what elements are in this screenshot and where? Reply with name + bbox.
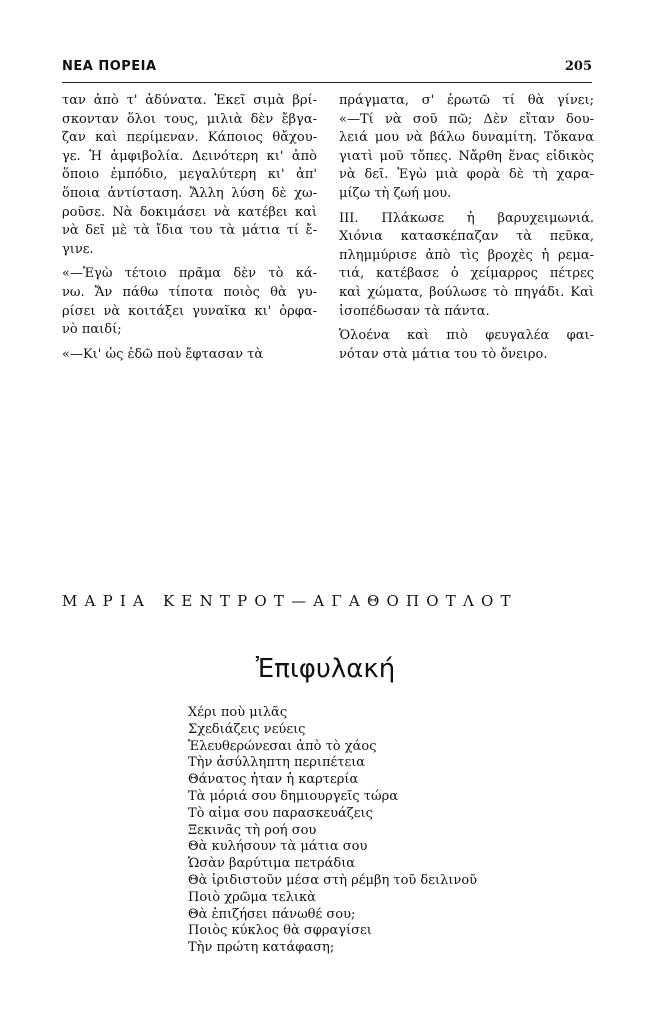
text-line: νω. Ἄν πάθω τίποτα ποιὸς θὰ γυ- [62, 284, 317, 300]
poem-author: ΜΑΡΙΑ ΚΕΝΤΡΟΤ—ΑΓΑΘΟΠΟΤΛΟΤ [62, 592, 518, 610]
poem-line: Ποιὸ χρῶμα τελικὰ [188, 889, 316, 905]
text-line: νόταν στὰ μάτια του τὸ ὄνειρο. [339, 346, 548, 362]
text-line: ρίσει νὰ κοιτάξει γυναῖκα κι' ὀρφα- [62, 303, 317, 319]
text-line: ὅποια ἀντίσταση. Ἄλλη λύση δὲ χω- [62, 185, 317, 201]
text-line: πράγματα, σ' ἐρωτῶ τί θὰ γίνει; [339, 93, 594, 108]
paragraph [339, 92, 594, 204]
poem-line: Σχεδιάζεις νεύεις [188, 721, 306, 737]
text-line: καὶ χώματα, βούλωσε τὸ πηγάδι. Καὶ [339, 284, 594, 300]
text-line: «—Κι' ὡς ἐδῶ ποὺ ἔφτασαν τὰ [62, 346, 264, 362]
paragraph [62, 92, 317, 259]
poem-line: Ἐλευθερώνεσαι ἀπὸ τὸ χάος [188, 738, 377, 754]
poem-line: Θὰ ἐπιζήσει πάνωθέ σου; [188, 906, 356, 922]
text-line: λειά μου νὰ βάλω δυναμίτη. Τὄκανα [339, 130, 594, 146]
poem-line: Ὡσὰν βαρύτιμα πετράδια [188, 856, 356, 872]
paragraph [339, 327, 594, 364]
page-number: 205 [564, 59, 592, 74]
poem-line: Θὰ κυλήσουν τὰ μάτια σου [188, 839, 368, 855]
paragraph [339, 210, 594, 322]
text-line: ροῦσε. Νὰ δοκιμάσει νὰ κατέβει καὶ [62, 204, 317, 220]
text-line: ζαν καὶ περίμεναν. Κάποιος θἄχου- [62, 130, 317, 146]
text-line: Χιόνια κατασκέπαζαν τὰ πεῦκα, [339, 229, 594, 245]
poem-line: Τὴν ἀσύλληπτη περιπέτεια [188, 755, 366, 771]
poem-title: Ἐπιφυλακή [255, 654, 396, 684]
poem-line: Χέρι ποὺ μιλᾶς [188, 705, 288, 720]
page-header [62, 59, 592, 79]
running-title: ΝΕΑ ΠΟΡΕΙΑ [62, 59, 157, 74]
text-line: νὸ παιδί; [62, 322, 122, 338]
text-line: γινε. [62, 241, 94, 257]
poem-line: Τὰ μόριά σου δημιουργεῖς τώρα [188, 788, 399, 804]
text-line: νὰ δεῖ. Ἐγὼ μιὰ φορὰ δὲ τὴ χαρα- [339, 167, 594, 183]
text-line: ἰσοπέδωσαν τὰ πάντα. [339, 303, 490, 319]
poem-line: Τὴν πρώτη κατάφαση; [188, 940, 335, 956]
left-column [62, 92, 317, 364]
text-line: ΙΙΙ. Πλάκωσε ἡ βαρυχειμωνιά. [339, 210, 594, 226]
paragraph [62, 265, 317, 339]
poem-line: Ποιὸς κύκλος θὰ σφραγίσει [188, 923, 372, 939]
text-line: ὅποιο ἐμπόδιο, μεγαλύτερη κι' ἀπ' [62, 167, 317, 183]
header-rule [62, 82, 592, 83]
text-line: μίζω τὴ ζωή μου. [339, 185, 452, 201]
text-line: τιά, κατέβασε ὁ χείμαρρος πέτρες [339, 266, 594, 282]
poem-line: Ξεκινᾶς τὴ ροή σου [188, 822, 317, 838]
text-line: «—Τί νὰ σοῦ πῶ; Δὲν εἴταν δου- [339, 111, 594, 127]
text-line: «—Ἐγὼ τέτοιο πρᾶμα δὲν τὸ κά- [62, 266, 317, 282]
text-line: πλημμύρισε ἀπὸ τὶς βροχὲς ἡ ρεμα- [339, 247, 594, 263]
poem-line: Τὸ αἷμα σου παρασκευάζεις [188, 805, 373, 821]
poem-line: Θὰ ἰριδιστοῦν μέσα στὴ ρέμβη τοῦ δειλινοῦ [188, 872, 478, 888]
poem-line: Θάνατος ἦταν ἡ καρτερία [188, 772, 359, 788]
paragraph [62, 346, 317, 365]
text-line: Ὁλοένα καὶ πιὸ φευγαλέα φαι- [339, 328, 594, 344]
text-line: γε. Ἡ ἀμφιβολία. Δεινότερη κι' ἀπὸ [62, 148, 317, 164]
text-line: σκονταν ὅλοι τους, μιλιὰ δὲν ἔβγα- [62, 111, 317, 127]
text-line: ταν ἀπὸ τ' ἀδύνατα. Ἐκεῖ σιμὰ βρί- [62, 93, 317, 108]
text-line: γιατὶ μοῦ τὄπες. Νἄρθη ἕνας εἰδικὸς [339, 148, 594, 164]
poem-body [188, 705, 508, 957]
text-line: νὰ δεῖ μὲ τὰ ἴδια του τὰ μάτια τί ἔ- [62, 223, 317, 239]
right-column [339, 92, 594, 364]
